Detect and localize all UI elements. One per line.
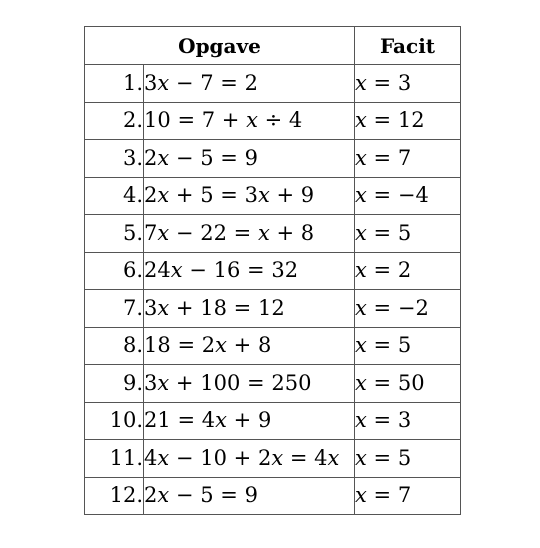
exercise-answer: x = 5	[355, 440, 461, 478]
exercise-number: 4.	[85, 177, 144, 215]
table-row	[85, 215, 461, 253]
exercise-equation: 21 = 4x + 9	[144, 402, 355, 440]
header-task: Opgave	[85, 27, 355, 65]
exercise-equation: 3x + 18 = 12	[144, 290, 355, 328]
exercise-answer: x = 3	[355, 65, 461, 103]
exercise-answer-table	[84, 26, 461, 515]
exercise-number: 11.	[85, 440, 144, 478]
header-answer: Facit	[355, 27, 461, 65]
exercise-answer: x = 12	[355, 102, 461, 140]
table-row	[85, 177, 461, 215]
exercise-equation: 18 = 2x + 8	[144, 327, 355, 365]
table-row	[85, 140, 461, 178]
table-body	[85, 65, 461, 515]
exercise-number: 7.	[85, 290, 144, 328]
table-row	[85, 365, 461, 403]
exercise-number: 2.	[85, 102, 144, 140]
exercise-equation: 7x − 22 = x + 8	[144, 215, 355, 253]
table-row	[85, 290, 461, 328]
header-row	[85, 27, 461, 65]
table-row	[85, 252, 461, 290]
table-row	[85, 402, 461, 440]
exercise-number: 9.	[85, 365, 144, 403]
exercise-answer: x = 5	[355, 327, 461, 365]
table-row	[85, 65, 461, 103]
table-row	[85, 102, 461, 140]
exercise-answer: x = 50	[355, 365, 461, 403]
exercise-answer: x = −2	[355, 290, 461, 328]
table-header	[85, 27, 461, 65]
exercise-equation: 3x + 100 = 250	[144, 365, 355, 403]
exercise-equation: 3x − 7 = 2	[144, 65, 355, 103]
table-row	[85, 440, 461, 478]
exercise-answer: x = 7	[355, 140, 461, 178]
exercise-answer: x = 5	[355, 215, 461, 253]
exercise-equation: 2x + 5 = 3x + 9	[144, 177, 355, 215]
exercise-answer: x = 2	[355, 252, 461, 290]
exercise-answer: x = −4	[355, 177, 461, 215]
exercise-equation: 2x − 5 = 9	[144, 477, 355, 515]
exercise-number: 12.	[85, 477, 144, 515]
exercise-answer: x = 3	[355, 402, 461, 440]
table-row	[85, 477, 461, 515]
exercise-number: 10.	[85, 402, 144, 440]
exercise-number: 8.	[85, 327, 144, 365]
exercise-equation: 24x − 16 = 32	[144, 252, 355, 290]
table-row	[85, 327, 461, 365]
exercise-number: 6.	[85, 252, 144, 290]
exercise-equation: 10 = 7 + x ÷ 4	[144, 102, 355, 140]
exercise-number: 1.	[85, 65, 144, 103]
exercise-number: 3.	[85, 140, 144, 178]
exercise-equation: 4x − 10 + 2x = 4x	[144, 440, 355, 478]
exercise-answer: x = 7	[355, 477, 461, 515]
exercise-equation: 2x − 5 = 9	[144, 140, 355, 178]
exercise-number: 5.	[85, 215, 144, 253]
